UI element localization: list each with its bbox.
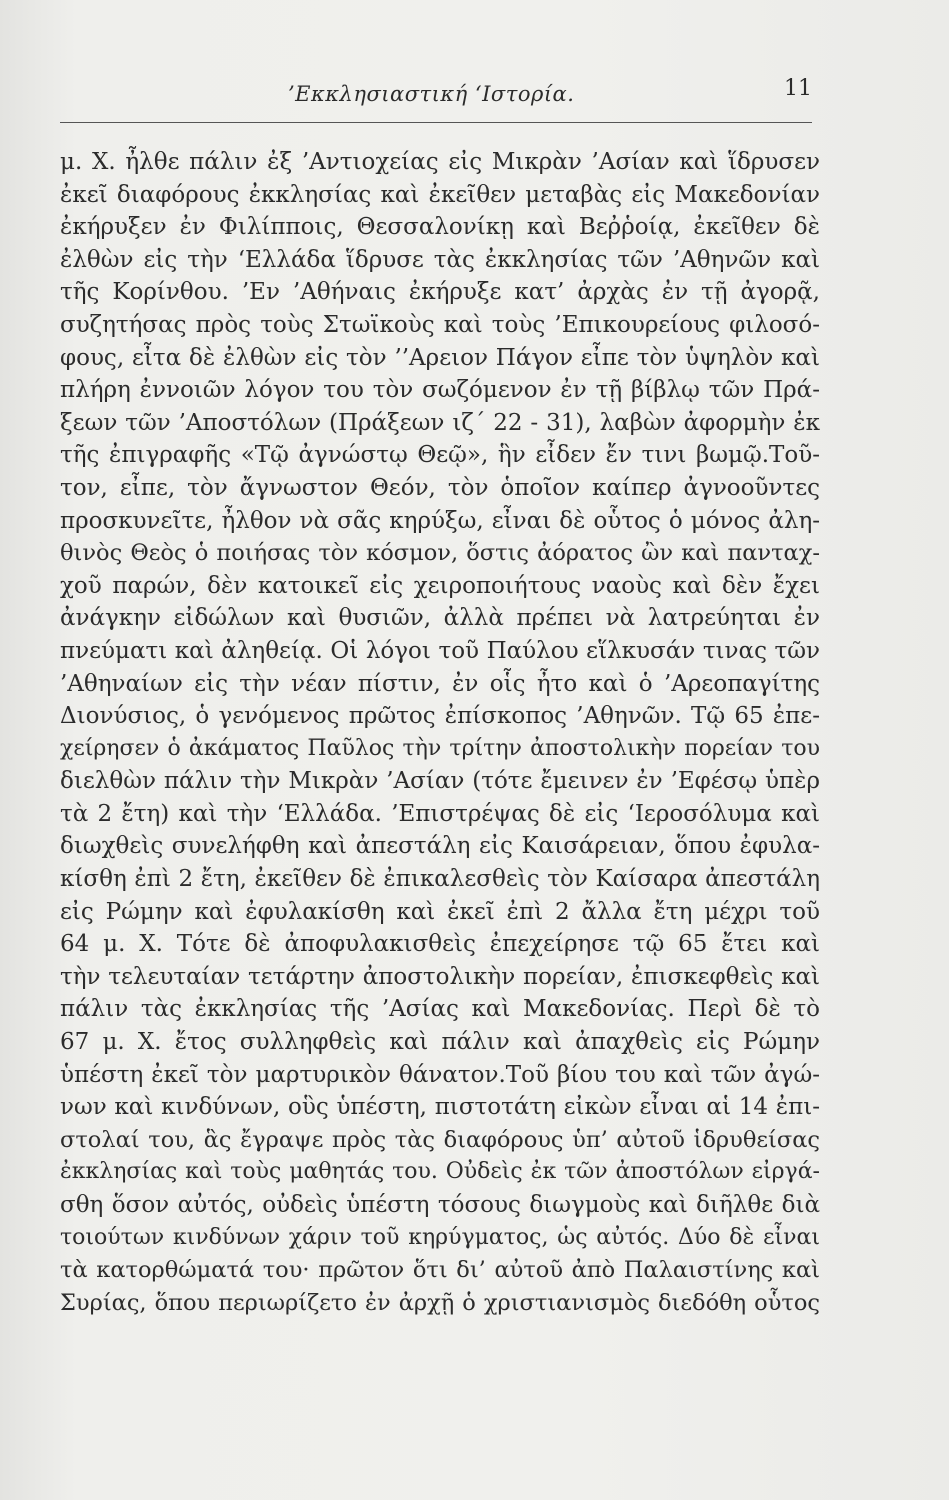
text-line: πνεύματι καὶ ἀληθείᾳ. Οἱ λόγοι τοῦ Παύλου εἵλκυσάν τινας τῶν xyxy=(60,637,820,664)
text-line: ἐκεῖ διαφόρους ἐκκλησίας καὶ ἐκεῖθεν μεταβὰς εἰς Μακεδονίαν xyxy=(60,181,820,208)
body-text xyxy=(60,146,820,1319)
page-number: 11 xyxy=(784,76,812,101)
text-line: 67 μ. Χ. ἔτος συλληφθεὶς καὶ πάλιν καὶ ἀπαχθεὶς εἰς Ρώμην xyxy=(60,1029,820,1056)
text-line: χοῦ παρών, δὲν κατοικεῖ εἰς χειροποιήτους ναοὺς καὶ δὲν ἔχει xyxy=(60,572,820,599)
text-line: τον, εἶπε, τὸν ἄγνωστον Θεόν, τὸν ὁποῖον καίπερ ἀγνοοῦντες xyxy=(60,474,820,501)
text-line: ’Αθηναίων εἰς τὴν νέαν πίστιν, ἐν οἷς ἦτο καὶ ὁ ’Αρεοπαγίτης xyxy=(60,670,820,697)
text-line: τὰ 2 ἔτη) καὶ τὴν ‘Ελλάδα. ’Επιστρέψας δὲ εἰς ‘Ιεροσόλυμα καὶ xyxy=(60,800,820,827)
text-line: ξεων τῶν ’Αποστόλων (Πράξεων ιζ΄ 22 - 31), λαβὼν ἀφορμὴν ἐκ xyxy=(60,409,820,436)
text-line: προσκυνεῖτε, ἦλθον νὰ σᾶς κηρύξω, εἶναι δὲ οὗτος ὁ μόνος ἀλη- xyxy=(60,507,820,534)
text-line: σθη ὅσον αὐτός, οὐδεὶς ὑπέστη τόσους διωγμοὺς καὶ διῆλθε διὰ xyxy=(60,1192,820,1218)
header-rule xyxy=(60,122,812,123)
text-line: τὴν τελευταίαν τετάρτην ἀποστολικὴν πορείαν, ἐπισκεφθεὶς καὶ xyxy=(60,963,820,990)
text-line: μ. Χ. ἦλθε πάλιν ἐξ ’Αντιοχείας εἰς Μικρὰν ’Ασίαν καὶ ἵδρυσεν xyxy=(60,149,820,175)
text-line: φους, εἶτα δὲ ἐλθὼν εἰς τὸν ’’Αρειον Πάγον εἶπε τὸν ὑψηλὸν καὶ xyxy=(60,344,820,371)
text-line: συζητήσας πρὸς τοὺς Στωϊκοὺς καὶ τοὺς ’Επικουρείους φιλοσό- xyxy=(60,311,820,338)
text-line: τοιούτων κινδύνων χάριν τοῦ κηρύγματος, ὡς αὐτός. Δύο δὲ εἶναι xyxy=(60,1224,820,1250)
text-line: τῆς Κορίνθου. ’Εν ’Αθήναις ἐκήρυξε κατ’ ἀρχὰς ἐν τῇ ἀγορᾷ, xyxy=(60,279,820,306)
text-line: πλήρη ἐννοιῶν λόγον του τὸν σωζόμενον ἐν τῇ βίβλῳ τῶν Πρά- xyxy=(60,377,820,404)
text-line: θινὸς Θεὸς ὁ ποιήσας τὸν κόσμον, ὅστις ἀόρατος ὢν καὶ πανταχ- xyxy=(60,540,820,567)
text-line: 64 μ. Χ. Τότε δὲ ἀποφυλακισθεὶς ἐπεχείρησε τῷ 65 ἔτει καὶ xyxy=(60,931,820,958)
text-line: διελθὼν πάλιν τὴν Μικρὰν ’Ασίαν (τότε ἔμεινεν ἐν ’Εφέσῳ ὑπὲρ xyxy=(60,768,820,795)
text-line: κίσθη ἐπὶ 2 ἔτη, ἐκεῖθεν δὲ ἐπικαλεσθεὶς τὸν Καίσαρα ἀπεστάλη xyxy=(60,866,820,893)
text-line: νων καὶ κινδύνων, οὓς ὑπέστη, πιστοτάτη εἰκὼν εἶναι αἱ 14 ἐπι- xyxy=(60,1094,820,1121)
text-line: ἀνάγκην εἰδώλων καὶ θυσιῶν, ἀλλὰ πρέπει νὰ λατρεύηται ἐν xyxy=(60,605,820,632)
text-line: Συρίας, ὅπου περιωρίζετο ἐν ἀρχῇ ὁ χριστιανισμὸς διεδόθη οὗτος xyxy=(60,1289,820,1316)
text-line: ἐκκλησίας καὶ τοὺς μαθητάς του. Οὐδεὶς ἐκ τῶν ἀποστόλων εἰργά- xyxy=(60,1159,820,1185)
text-line: ἐκήρυξεν ἐν Φιλίπποις, Θεσσαλονίκῃ καὶ Βεῤῥοίᾳ, ἐκεῖθεν δὲ xyxy=(60,214,820,241)
text-line: ἐλθὼν εἰς τὴν ‘Ελλάδα ἵδρυσε τὰς ἐκκλησίας τῶν ’Αθηνῶν καὶ xyxy=(60,246,820,273)
text-line: στολαί του, ἃς ἔγραψε πρὸς τὰς διαφόρους ὑπ’ αὐτοῦ ἱδρυθείσας xyxy=(60,1126,820,1153)
text-line: πάλιν τὰς ἐκκλησίας τῆς ’Ασίας καὶ Μακεδονίας. Περὶ δὲ τὸ xyxy=(60,996,820,1023)
running-title: ’Εκκλησιαστική ‘Ιστορία. xyxy=(288,82,575,106)
text-line: τὰ κατορθώματά του· πρῶτον ὅτι δι’ αὐτοῦ ἀπὸ Παλαιστίνης καὶ xyxy=(60,1257,820,1284)
text-line: τῆς ἐπιγραφῆς «Τῷ ἀγνώστῳ Θεῷ», ἣν εἶδεν ἔν τινι βωμῷ.Τοῦ- xyxy=(60,442,820,469)
text-line: χείρησεν ὁ ἀκάματος Παῦλος τὴν τρίτην ἀποστολικὴν πορείαν του xyxy=(60,735,820,761)
text-line: ὑπέστη ἐκεῖ τὸν μαρτυρικὸν θάνατον.Τοῦ βίου του καὶ τῶν ἀγώ- xyxy=(60,1061,820,1088)
text-line: εἰς Ρώμην καὶ ἐφυλακίσθη καὶ ἐκεῖ ἐπὶ 2 ἄλλα ἔτη μέχρι τοῦ xyxy=(60,898,820,925)
text-line: Διονύσιος, ὁ γενόμενος πρῶτος ἐπίσκοπος ’Αθηνῶν. Τῷ 65 ἐπε- xyxy=(60,703,820,730)
page-header xyxy=(60,76,820,116)
text-line: διωχθεὶς συνελήφθη καὶ ἀπεστάλη εἰς Καισάρειαν, ὅπου ἐφυλα- xyxy=(60,833,820,860)
